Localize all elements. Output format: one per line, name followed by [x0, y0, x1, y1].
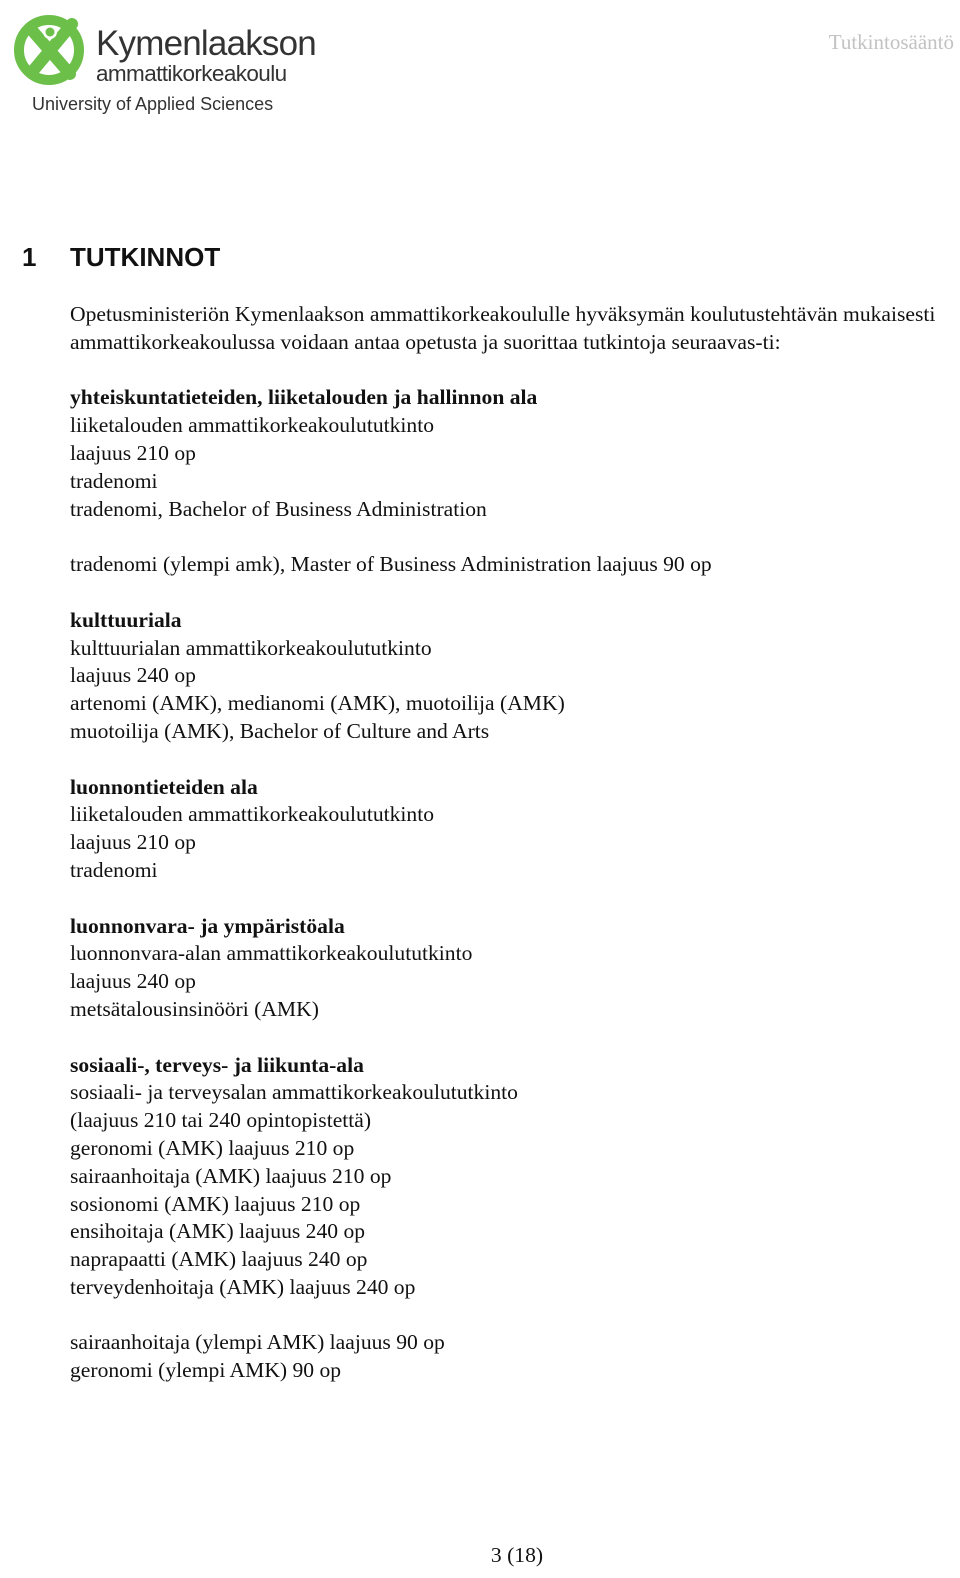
section-line: sosiaali- ja terveysalan ammattikorkeakoulututkinto [70, 1080, 518, 1105]
section-line: artenomi (AMK), medianomi (AMK), muotoilija (AMK) [70, 691, 565, 716]
section-title: kulttuuriala [70, 607, 182, 632]
logo [12, 10, 316, 120]
logo-emblem-icon [12, 10, 92, 90]
logo-text-english: University of Applied Sciences [32, 94, 274, 114]
section-line: luonnonvara-alan ammattikorkeakoulututkinto [70, 941, 473, 966]
degree-sections [70, 384, 956, 1385]
section-title: yhteiskuntatieteiden, liiketalouden ja hallinnon ala [70, 385, 538, 410]
section-line: laajuus 240 op [70, 969, 196, 994]
section-line: liiketalouden ammattikorkeakoulututkinto [70, 413, 435, 438]
page-number: 3 (18) [490, 1543, 544, 1567]
section-line: sosionomi (AMK) laajuus 210 op [70, 1191, 361, 1216]
section-line: geronomi (ylempi AMK) 90 op [70, 1358, 342, 1383]
section-line: liiketalouden ammattikorkeakoulututkinto [70, 802, 435, 827]
section-title: sosiaali-, terveys- ja liikunta-ala [70, 1052, 364, 1077]
intro-paragraph: Opetusministeriön Kymenlaakson ammattikorkeakoululle hyväksymän koulutustehtävän mukaisesti ammattikorkeakoulussa voidaan antaa opetusta ja suorittaa tutkintoja seuraavas-ti: [70, 302, 936, 354]
degree-section [70, 1329, 956, 1385]
logo-text-name: Kymenlaakson [96, 24, 316, 63]
section-line: naprapaatti (AMK) laajuus 240 op [70, 1247, 368, 1272]
section-title: luonnonvara- ja ympäristöala [70, 913, 345, 938]
section-line: tradenomi [70, 468, 158, 493]
chapter-heading [22, 239, 220, 275]
logo-text-type: ammattikorkeakoulu [96, 61, 287, 86]
section-line: metsätalousinsinööri (AMK) [70, 996, 319, 1021]
chapter-title: TUTKINNOT [70, 242, 221, 272]
section-line: ensihoitaja (AMK) laajuus 240 op [70, 1219, 366, 1244]
section-title: luonnontieteiden ala [70, 774, 258, 799]
section-line: muotoilija (AMK), Bachelor of Culture and Arts [70, 718, 490, 743]
degree-section [70, 913, 956, 1024]
section-line: geronomi (AMK) laajuus 210 op [70, 1135, 355, 1160]
section-line: laajuus 210 op [70, 830, 196, 855]
section-line: (laajuus 210 tai 240 opintopistettä) [70, 1108, 372, 1133]
section-line: tradenomi (ylempi amk), Master of Business Administration laajuus 90 op [70, 552, 712, 577]
document-body [70, 301, 956, 1413]
document-title: Tutkintosääntö [828, 30, 954, 54]
section-line: sairaanhoitaja (ylempi AMK) laajuus 90 op [70, 1330, 445, 1355]
section-line: tradenomi [70, 857, 158, 882]
degree-section [70, 1052, 956, 1302]
degree-section [70, 384, 956, 523]
degree-section [70, 774, 956, 885]
chapter-number: 1 [22, 242, 37, 272]
degree-section [70, 551, 956, 579]
section-line: sairaanhoitaja (AMK) laajuus 210 op [70, 1163, 392, 1188]
section-line: terveydenhoitaja (AMK) laajuus 240 op [70, 1274, 416, 1299]
section-line: laajuus 240 op [70, 663, 196, 688]
section-line: tradenomi, Bachelor of Business Administration [70, 496, 487, 521]
section-line: kulttuurialan ammattikorkeakoulututkinto [70, 635, 432, 660]
section-line: laajuus 210 op [70, 440, 196, 465]
degree-section [70, 607, 956, 746]
